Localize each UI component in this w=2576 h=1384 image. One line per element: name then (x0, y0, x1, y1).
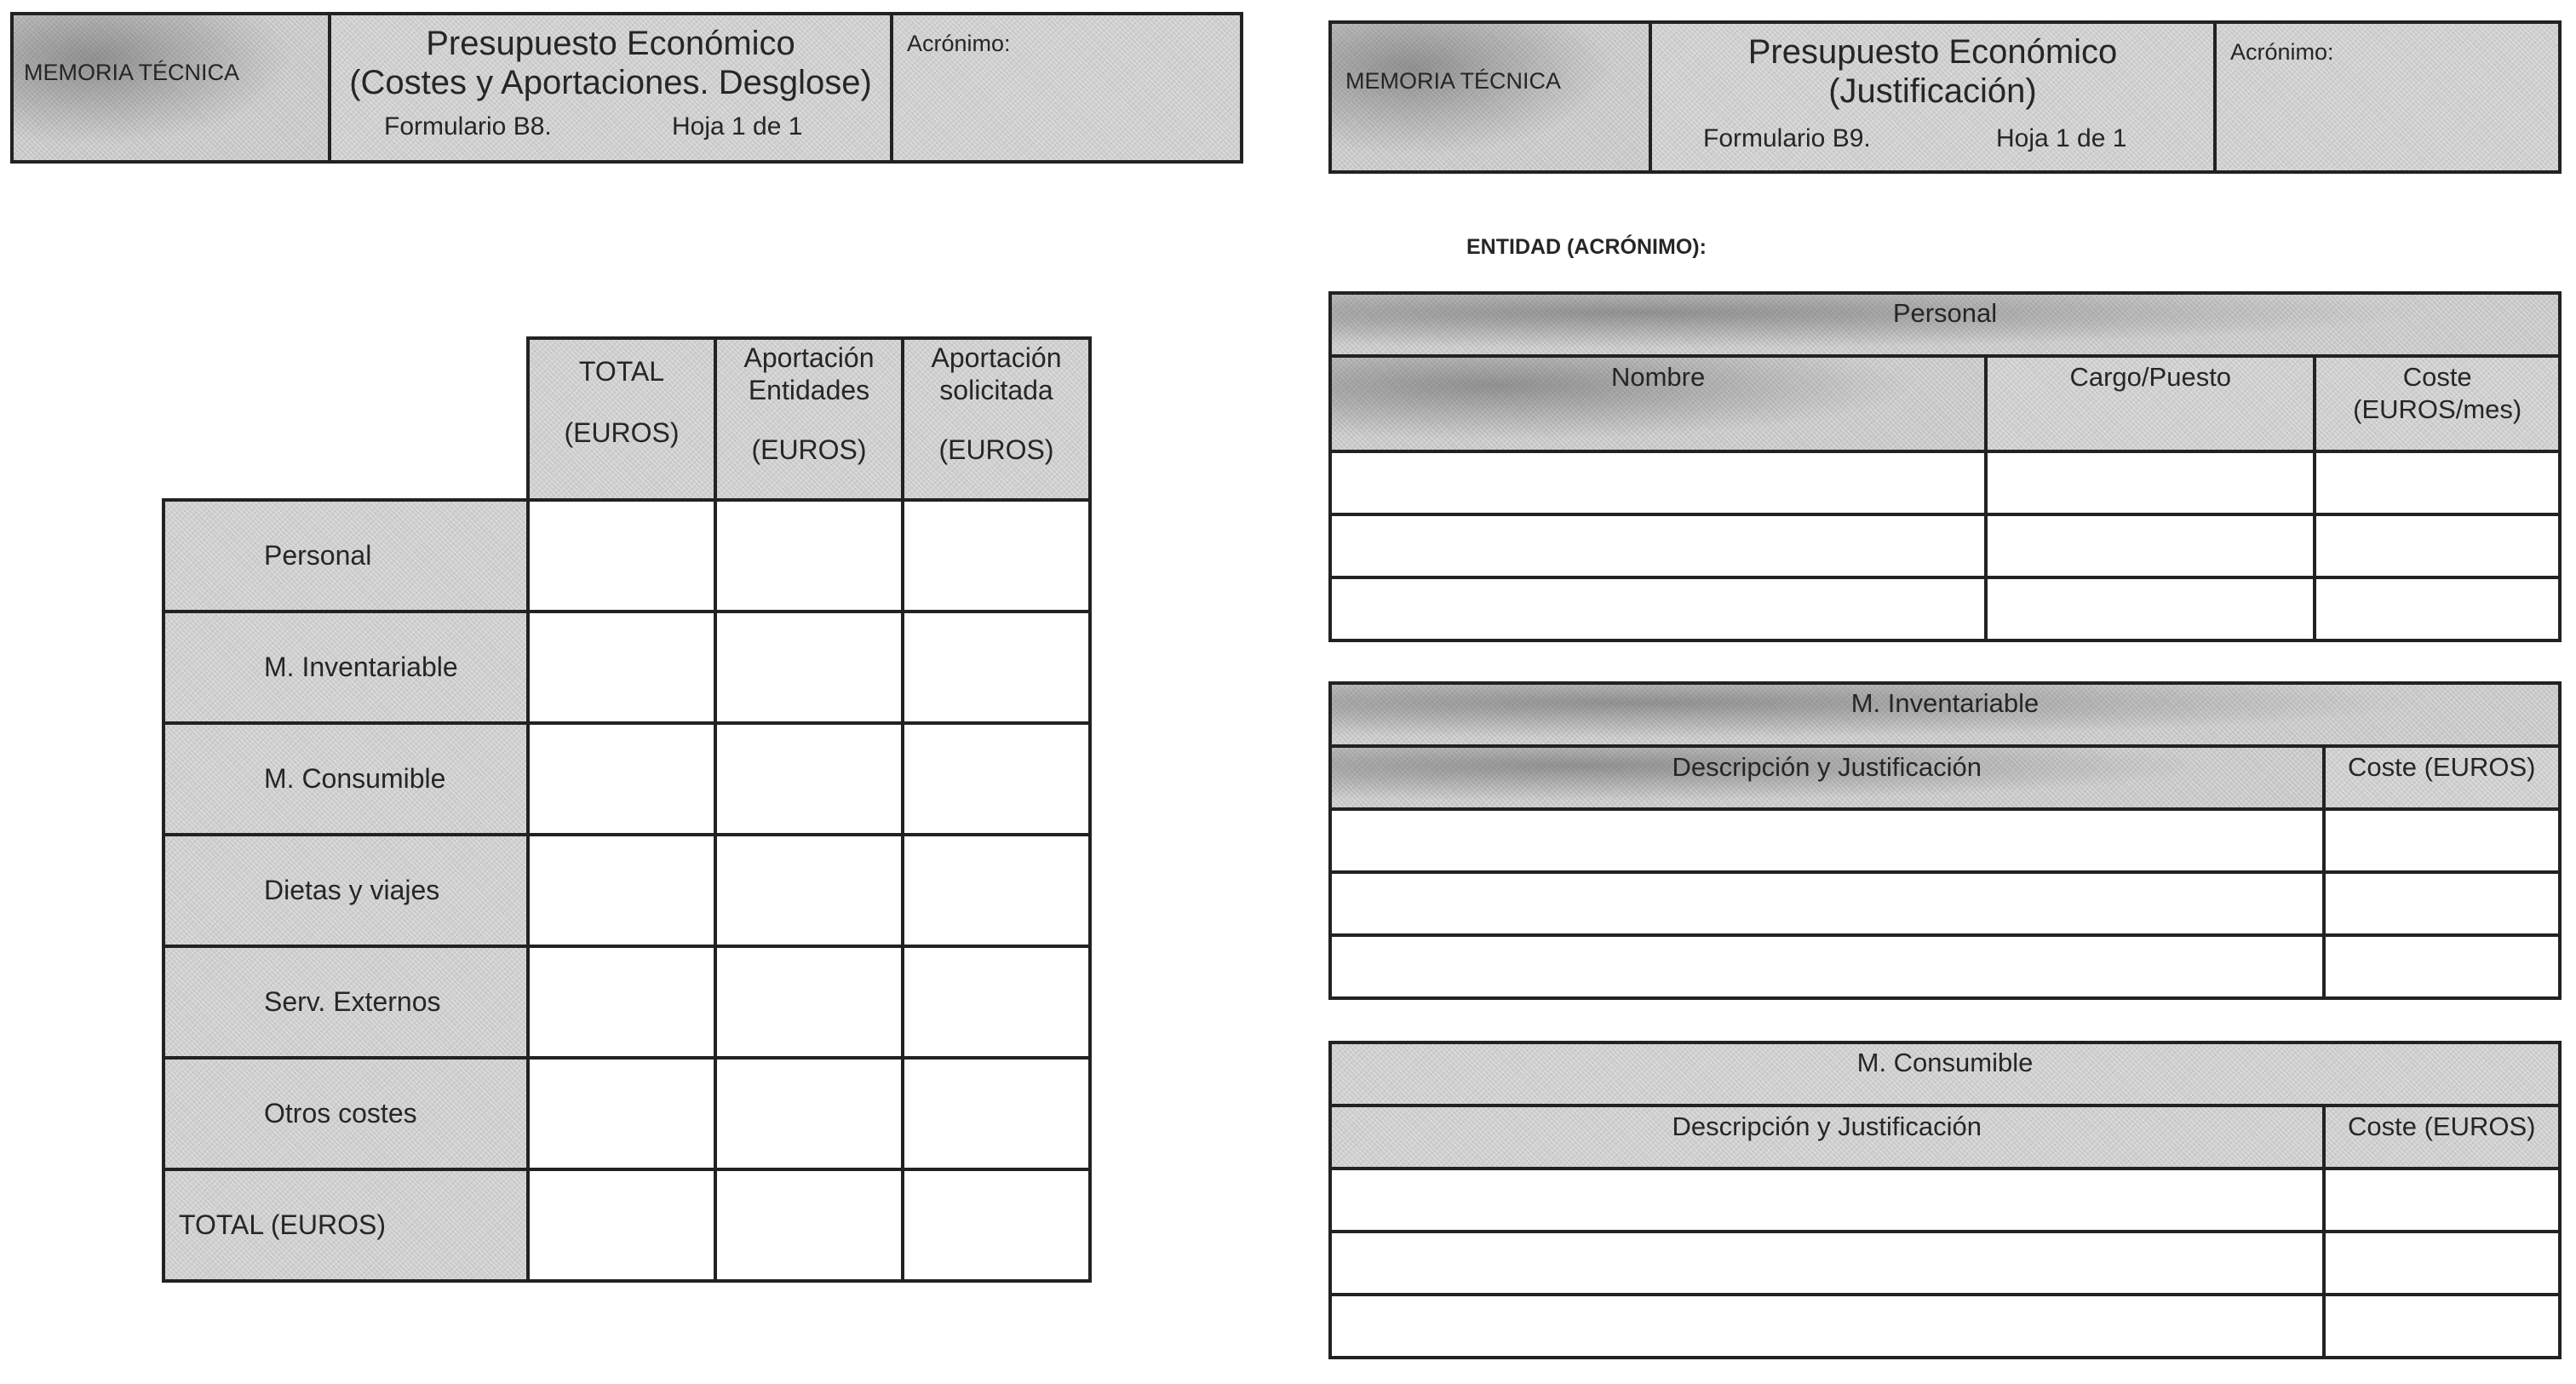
table-row (164, 1058, 1090, 1169)
inventariable-coste-cell[interactable] (2324, 809, 2561, 872)
personal-coste-cell[interactable] (2315, 451, 2560, 514)
cell-grand-entidades[interactable] (715, 1169, 903, 1281)
form-b8-acronym-label: Acrónimo: (907, 31, 1011, 56)
form-b9-header (1328, 20, 2562, 174)
col-header-entidades-line2: Entidades (748, 375, 870, 405)
row-header-personal: Personal (164, 500, 528, 612)
cell-personal-solicitada[interactable] (903, 500, 1090, 612)
col-header-nombre: Nombre (1330, 356, 1986, 451)
consumible-coste-cell[interactable] (2324, 1295, 2561, 1358)
col-header-cargo-puesto: Cargo/Puesto (1986, 356, 2315, 451)
table-row (1330, 1169, 2560, 1232)
form-b9-title-line1: Presupuesto Económico (1747, 33, 2118, 71)
cell-dietas-total[interactable] (528, 835, 715, 946)
consumible-coste-cell[interactable] (2324, 1169, 2561, 1232)
cell-externos-total[interactable] (528, 946, 715, 1058)
col-header-coste-line1: Coste (2402, 362, 2472, 392)
cell-grand-total[interactable] (528, 1169, 715, 1281)
col-header-descripcion: Descripción y Justificación (1330, 1105, 2324, 1169)
consumible-desc-cell[interactable] (1330, 1232, 2324, 1295)
form-b8-header (10, 12, 1243, 164)
col-header-total-line1: TOTAL (578, 356, 665, 387)
table-row (1330, 514, 2560, 577)
table-row (1330, 935, 2560, 998)
table-row (1330, 872, 2560, 935)
form-b8-title-line2: (Costes y Aportaciones. Desglose) (349, 64, 872, 101)
consumible-header-row (1330, 1105, 2560, 1169)
cell-consumible-total[interactable] (528, 723, 715, 835)
table-row (164, 946, 1090, 1058)
personal-table-title: Personal (1330, 293, 2560, 356)
col-header-aportacion-entidades (715, 338, 903, 500)
col-header-solicitada-line1: Aportación (931, 342, 1062, 373)
consumible-title-row (1330, 1042, 2560, 1105)
personal-header-row (1330, 356, 2560, 451)
row-header-serv-externos: Serv. Externos (164, 946, 528, 1058)
personal-coste-cell[interactable] (2315, 514, 2560, 577)
col-header-solicitada-line2: solicitada (939, 375, 1053, 405)
cell-grand-solicitada[interactable] (903, 1169, 1090, 1281)
personal-cargo-cell[interactable] (1986, 514, 2315, 577)
entity-acronym-label: ENTIDAD (ACRÓNIMO): (1466, 235, 1707, 259)
table-row (1330, 577, 2560, 640)
form-b8-title-line1: Presupuesto Económico (426, 25, 795, 62)
col-header-total (528, 338, 715, 500)
personal-coste-cell[interactable] (2315, 577, 2560, 640)
col-header-coste-euros: Coste (EUROS) (2324, 746, 2561, 809)
form-b8-page-label: Hoja 1 de 1 (672, 112, 803, 141)
inventariable-desc-cell[interactable] (1330, 935, 2324, 998)
form-b9-title-cell (1652, 24, 2217, 170)
col-header-coste-euros: Coste (EUROS) (2324, 1105, 2561, 1169)
col-header-coste-line2: (EUROS/mes) (2353, 394, 2522, 424)
row-header-m-inventariable: M. Inventariable (164, 612, 528, 723)
table-row (164, 612, 1090, 723)
col-header-descripcion: Descripción y Justificación (1330, 746, 2324, 809)
form-b9-page-label: Hoja 1 de 1 (1996, 124, 2127, 152)
cell-externos-entidades[interactable] (715, 946, 903, 1058)
table-row (164, 835, 1090, 946)
row-header-m-consumible: M. Consumible (164, 723, 528, 835)
inventariable-desc-cell[interactable] (1330, 809, 2324, 872)
blank-corner (164, 338, 528, 500)
form-b9-acronym-cell (2217, 24, 2558, 170)
cell-otros-entidades[interactable] (715, 1058, 903, 1169)
col-header-coste-mes (2315, 356, 2560, 451)
form-b8-header-row (164, 338, 1090, 500)
table-row (164, 1169, 1090, 1281)
inventariable-coste-cell[interactable] (2324, 872, 2561, 935)
cell-personal-entidades[interactable] (715, 500, 903, 612)
col-header-solicitada-unit: (EUROS) (938, 434, 1054, 465)
inventariable-title-row (1330, 683, 2560, 746)
inventariable-table (1328, 681, 2562, 1000)
form-b8-section-label: MEMORIA TÉCNICA (24, 60, 240, 85)
inventariable-table-title: M. Inventariable (1330, 683, 2560, 746)
col-header-entidades-unit: (EUROS) (751, 434, 867, 465)
cell-dietas-entidades[interactable] (715, 835, 903, 946)
form-b9-acronym-label: Acrónimo: (2230, 39, 2334, 65)
cell-inventariable-solicitada[interactable] (903, 612, 1090, 723)
cell-consumible-entidades[interactable] (715, 723, 903, 835)
consumible-table (1328, 1041, 2562, 1359)
form-b9-section-cell (1332, 24, 1652, 170)
form-b8-acronym-cell (893, 15, 1240, 160)
table-row (1330, 451, 2560, 514)
personal-table (1328, 291, 2562, 642)
col-header-entidades-line1: Aportación (743, 342, 875, 373)
col-header-aportacion-solicitada (903, 338, 1090, 500)
row-header-total-euros: TOTAL (EUROS) (164, 1169, 528, 1281)
form-b9-title-line2: (Justificación) (1828, 72, 2037, 110)
consumible-desc-cell[interactable] (1330, 1295, 2324, 1358)
form-b9-section-label: MEMORIA TÉCNICA (1345, 68, 1562, 94)
table-row (1330, 1295, 2560, 1358)
personal-nombre-cell[interactable] (1330, 514, 1986, 577)
consumible-coste-cell[interactable] (2324, 1232, 2561, 1295)
col-header-total-unit: (EUROS) (564, 417, 680, 448)
personal-nombre-cell[interactable] (1330, 451, 1986, 514)
cell-inventariable-total[interactable] (528, 612, 715, 723)
cell-otros-total[interactable] (528, 1058, 715, 1169)
cell-dietas-solicitada[interactable] (903, 835, 1090, 946)
form-b8-budget-table (162, 336, 1092, 1283)
cell-externos-solicitada[interactable] (903, 946, 1090, 1058)
personal-nombre-cell[interactable] (1330, 577, 1986, 640)
form-b8-title-cell (331, 15, 893, 160)
cell-personal-total[interactable] (528, 500, 715, 612)
row-header-dietas-viajes: Dietas y viajes (164, 835, 528, 946)
cell-consumible-solicitada[interactable] (903, 723, 1090, 835)
table-row (1330, 1232, 2560, 1295)
form-b9-form-label: Formulario B9. (1703, 124, 1871, 152)
table-row (164, 723, 1090, 835)
cell-inventariable-entidades[interactable] (715, 612, 903, 723)
table-row (1330, 809, 2560, 872)
personal-cargo-cell[interactable] (1986, 577, 2315, 640)
inventariable-desc-cell[interactable] (1330, 872, 2324, 935)
table-row (164, 500, 1090, 612)
row-header-otros-costes: Otros costes (164, 1058, 528, 1169)
form-b8-form-label: Formulario B8. (384, 112, 552, 141)
consumible-desc-cell[interactable] (1330, 1169, 2324, 1232)
cell-otros-solicitada[interactable] (903, 1058, 1090, 1169)
consumible-table-title: M. Consumible (1330, 1042, 2560, 1105)
inventariable-header-row (1330, 746, 2560, 809)
personal-cargo-cell[interactable] (1986, 451, 2315, 514)
form-b8-section-cell (14, 15, 331, 160)
inventariable-coste-cell[interactable] (2324, 935, 2561, 998)
personal-title-row (1330, 293, 2560, 356)
